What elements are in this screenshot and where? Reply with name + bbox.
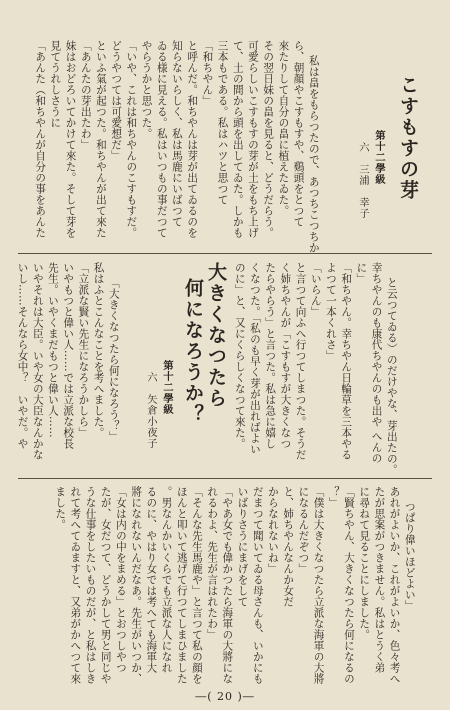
essay1-line: やらうかと思つた。 — [140, 40, 153, 139]
essay1-continuation — [233, 262, 414, 476]
essay2-cont-line: 「やあ女でも偉かつたら海軍の大將にな — [221, 486, 234, 684]
essay2-cont-line: 「女は内の中をまめる」とおつしやつ — [114, 486, 127, 673]
essay1-line: 見てうれしさうに — [49, 40, 62, 128]
essay2-cont-line: いばりさうにまげをして — [236, 486, 249, 607]
essay2-cont-line: れるわよ、先生が言はれたわ」 — [206, 486, 219, 640]
essay1-cont-line: よつて一本くれさ」 — [324, 262, 337, 361]
essay1-line: 「和ちやん」 — [201, 40, 214, 106]
essay2-line: 先生。いやくまだもつと偉い人…… — [46, 262, 59, 438]
essay2-cont-line: ？」 — [327, 486, 340, 508]
essay2-cont-line: だまつて聞いてゐる母さんも、いかにも — [251, 486, 264, 684]
essay1-grade: 第十二學級 — [373, 130, 385, 185]
essay2-cont-line: 將になれないんだなあ。先生がいつか、 — [130, 486, 143, 684]
essay1-line: て、土の間から頭を出してゐた。しかも — [231, 40, 244, 238]
essay1-line: 知らないらしく、私は馬鹿にいばつて — [170, 40, 183, 227]
essay1-line: 「あんたの芽出たわ」 — [79, 40, 92, 150]
essay2-line: いやそれは大臣。いや女の大臣なんかな — [31, 262, 44, 460]
essay1-cont-line: 「和ちやん。幸ちやん日輪草を三本やる — [340, 262, 353, 460]
essay1-cont-line: と言つて向ふへ行つてしまつた。そうだ — [294, 262, 307, 460]
essay2-line: 「立派な賢い先生になろうかしら」 — [77, 262, 90, 438]
essay2-title-line2: 何になろうか？ — [182, 278, 204, 425]
section-divider — [18, 253, 432, 254]
essay1-line: といふ氣が起つた。和ちやんが出て來た — [94, 40, 107, 238]
section-divider — [18, 478, 432, 479]
essay1-cont-line: のに」と、又にくらしくなつて來た。 — [233, 262, 246, 449]
essay1-line: 私は畠をもらつたので、あつちこつちか — [307, 55, 320, 254]
essay2-cont-line: 「賢ちやん、大きくなつたら何になるの — [342, 486, 355, 684]
essay2-line: いやもつと偉い人……では立派な校長 — [62, 262, 75, 449]
essay1-body — [18, 40, 336, 254]
essay2-cont-line: ました。 — [54, 486, 67, 530]
essay2-cont-line: うな仕事をしたいものだが、と私はしき — [84, 486, 97, 684]
essay2-cont-line: るのに、やはり女では考へても海軍大 — [145, 486, 158, 673]
essay2-line: いし……そんなら女中？ いやだ。や — [16, 262, 29, 449]
essay2-line: 私はふとこんなことを考へました。 — [92, 262, 105, 438]
essay1-cont-line: と云つてゐる）のだけやな、芽出たの。 — [385, 277, 398, 476]
essay2-cont-line: あれがよいか、これがよいか、色々考へ — [388, 486, 401, 684]
essay2-cont-line: たが思案がつきません。私はとうく弟 — [373, 486, 386, 673]
essay1-line: どうやつては可愛想だ」 — [110, 40, 123, 161]
essay2-cont-line: たが、女だつて、どうかして男と同じや — [99, 486, 112, 684]
essay1-line: ゐる様に見える。私はいつもの事だつて — [155, 40, 168, 238]
essay1-line: 來たりして自分の畠に植えたゐた。 — [277, 40, 290, 216]
essay2-title-line1: 大きくなつたら — [205, 262, 227, 409]
essay2-cont-line: 。男なんかいくらでも立派な人になれ — [160, 486, 173, 673]
essay1-line: 可愛らしいこすもすの芽が土をもち上げ — [246, 40, 259, 238]
essay2-author: 六 矢倉小夜子 — [145, 372, 157, 449]
essay2-line: 「大きくなつたら何になろう？」 — [107, 277, 120, 443]
essay1-cont-line: く姉ちやんが「こすもすが大きくなつ — [279, 262, 292, 449]
essay2-cont-line: つぱり偉いほどよい」 — [403, 501, 416, 612]
essay2-cont-line: からなれないね」 — [266, 486, 279, 574]
essay1-line: 「いや、これは和ちやんのこすもすだ。 — [125, 40, 138, 238]
essay1-cont-line: 「いらん」 — [309, 262, 322, 317]
essay1-line: ら、朝顏やこすもすや、鷄頭をとつて — [292, 40, 305, 227]
essay2-cont-line: 「そんな先生馬鹿や」と言つて私の顔を — [190, 486, 203, 684]
essay1-cont-line: 幸ちやんのも康代ちやんのも出や へんの — [370, 262, 383, 464]
essay1-line: と呼んだ。和ちやんは芽が出てゐるのを — [186, 40, 199, 238]
essay1-title: こすもすの芽 — [397, 75, 419, 201]
essay2-body — [18, 262, 136, 472]
essay2-cont-line: 「僕は大きくなつたら立派な海軍の大將 — [312, 486, 325, 684]
page-number: ―( 20 )― — [195, 690, 255, 703]
essay1-cont-line: たらやらう」と言つた。私は急に嬉し — [264, 262, 277, 449]
essay2-cont-line: れて考へてゐますと、又弟がかへつて來 — [69, 486, 82, 684]
essay1-line: 妹はおどろいてかけて來た。そして芽を — [64, 40, 77, 238]
essay2-grade: 第十二學級 — [161, 360, 173, 415]
essay1-cont-line: くなつた。「私のも早く芽が出ればよい — [248, 262, 261, 455]
essay1-line: その翌日妹の畠を見ると、どうだらう。 — [262, 40, 275, 238]
essay1-cont-line: に」 — [355, 262, 368, 284]
essay2-cont-line: に尋ねて見ることにしました。 — [358, 486, 371, 640]
essay2-cont-line: と、姉ちやんなんか女だ — [282, 486, 295, 607]
essay1-line: 「あんた（和ちやんが自分の事をあんた — [34, 40, 47, 238]
essay1-line: 三本もである。私はハツと思つて — [216, 40, 229, 205]
essay2-cont-line: ほんと叩いて逃げて行つてしまひました — [175, 486, 188, 684]
essay2-continuation — [18, 486, 432, 682]
essay1-author: 六 三浦 幸子 — [357, 142, 369, 219]
essay2-cont-line: になるんだぞつ」 — [297, 486, 310, 574]
